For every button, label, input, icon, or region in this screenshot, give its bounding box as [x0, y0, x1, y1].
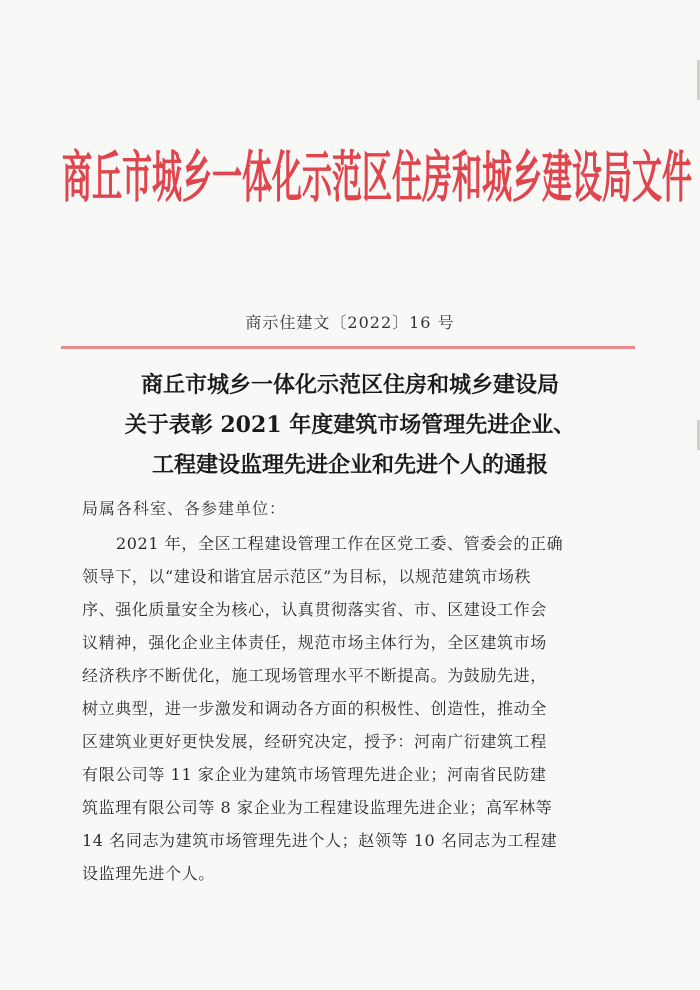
notice-heading-line-1: 商丘市城乡一体化示范区住房和城乡建设局 — [140, 372, 559, 398]
body-text-line: 树立典型，进一步激发和调动各方面的积极性、创造性，推动全 — [82, 699, 547, 718]
body-text-line: 经济秩序不断优化，施工现场管理水平不断提高。为鼓励先进， — [82, 666, 547, 685]
red-divider-line — [61, 346, 635, 349]
notice-heading-line-2: 关于表彰 2021 年度建筑市场管理先进企业、 — [124, 412, 576, 438]
body-text-line: 14 名同志为建筑市场管理先进个人；赵领等 10 名同志为工程建 — [82, 831, 558, 850]
salutation: 局属各科室、各参建单位： — [82, 499, 287, 518]
body-text-line: 区建筑业更好更快发展，经研究决定，授予：河南广衍建筑工程 — [82, 732, 547, 751]
body-text-line: 领导下，以“建设和谐宜居示范区”为目标，以规范建筑市场秩 — [82, 567, 532, 586]
document-header-title: 商丘市城乡一体化示范区住房和城乡建设局文件 — [62, 146, 692, 212]
body-text-line: 有限公司等 11 家企业为建筑市场管理先进企业；河南省民防建 — [82, 765, 547, 784]
body-text-line: 设监理先进个人。 — [82, 864, 215, 883]
body-text-line: 议精神，强化企业主体责任，规范市场主体行为，全区建筑市场 — [82, 633, 547, 652]
body-text-line: 筑监理有限公司等 8 家企业为工程建设监理先进企业；高军林等 — [82, 798, 553, 817]
notice-heading-line-3: 工程建设监理先进企业和先进个人的通报 — [151, 452, 548, 478]
body-text-line: 2021 年，全区工程建设管理工作在区党工委、管委会的正确 — [116, 534, 564, 553]
body-text-line: 序、强化质量安全为核心，认真贯彻落实省、市、区建设工作会 — [82, 600, 547, 619]
document-number: 商示住建文〔2022〕16 号 — [245, 313, 455, 332]
